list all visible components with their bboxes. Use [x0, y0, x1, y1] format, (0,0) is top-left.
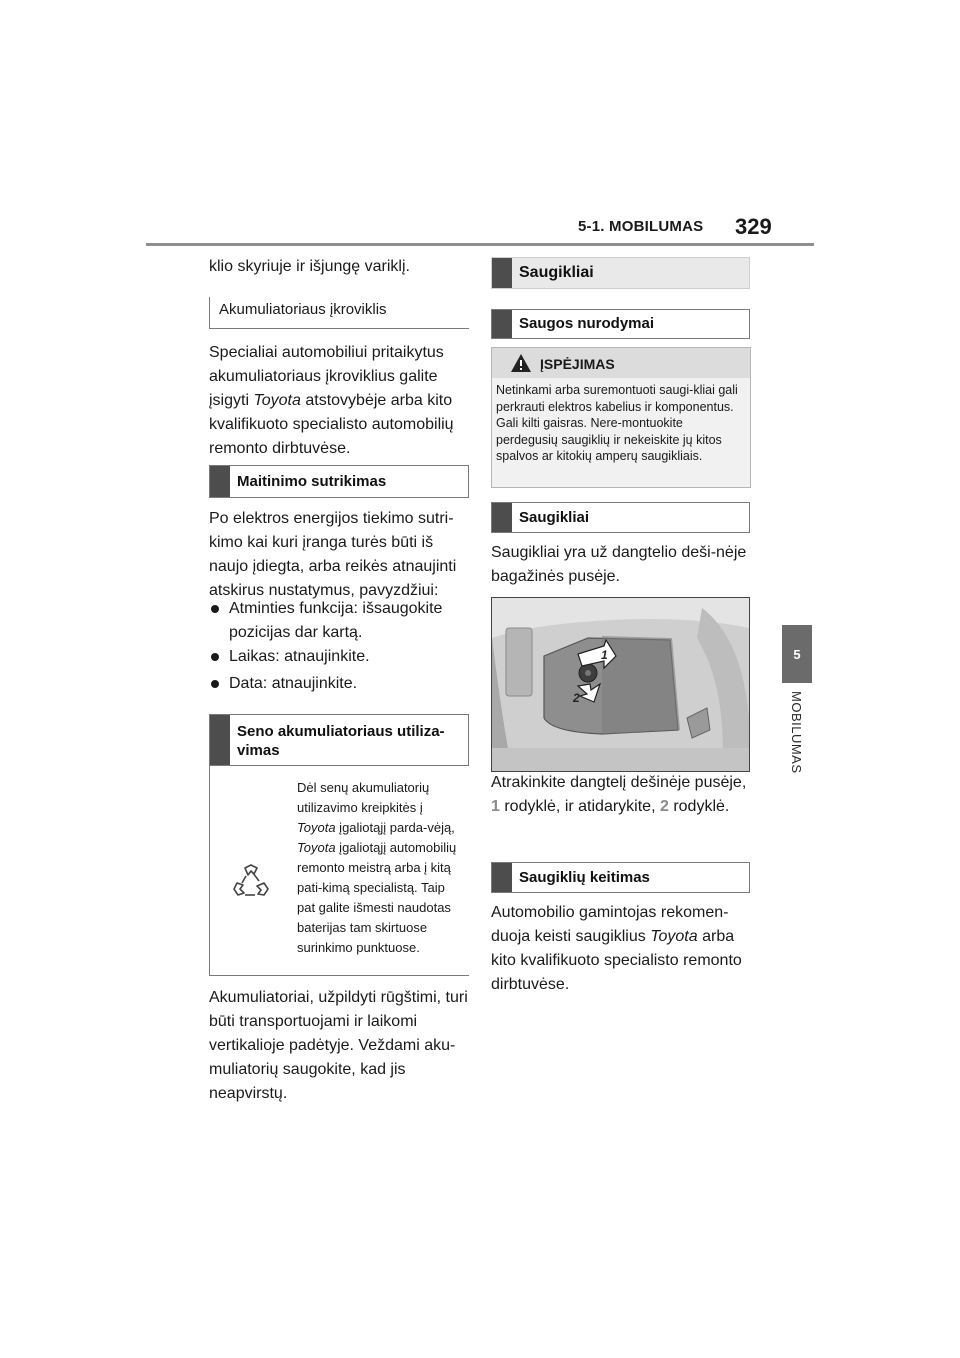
fuses-main-heading-box: [491, 257, 750, 289]
chapter-side-label: [781, 691, 813, 791]
heading-bar: [210, 715, 230, 765]
warning-box: [491, 347, 751, 488]
charger-subtitle-box: [209, 297, 469, 329]
power-failure-heading: Maitinimo sutrikimas: [237, 473, 387, 490]
bullet-dot-icon: [211, 653, 219, 661]
chapter-tab: [782, 625, 812, 683]
power-failure-heading-box: [209, 465, 469, 498]
fuses-location-paragraph: Saugikliai yra už dangtelio deši-nėje bagažinės pusėje.: [491, 544, 747, 585]
safety-heading: Saugos nurodymai: [519, 315, 655, 332]
header-rule: [146, 243, 814, 246]
replace-heading-box: [491, 862, 750, 893]
figure-label-1: 1: [601, 648, 608, 662]
heading-bar: [492, 503, 512, 532]
brand-name: Toyota: [297, 840, 336, 855]
arrow-number-1: 1: [491, 798, 500, 815]
bullet-dot-icon: [211, 605, 219, 613]
acid-battery-paragraph: Akumuliatoriai, užpildyti rūgštimi, turi būti transportuojami ir laikomi vertikalioje padėtyje. Veždami aku-muliatorių saugokite, kad jis neapvirstų.: [209, 989, 468, 1102]
charger-paragraph: Specialiai automobiliui pritaikytus akumuliatoriaus įkroviklius galite įsigyti Toyota atstovybėje arba kito kvalifikuoto specialisto automobilių remonto dirbtuvėse.: [209, 344, 454, 457]
fuse-cover-figure: [491, 597, 750, 772]
warning-triangle-icon: [510, 353, 532, 373]
safety-heading-box: [491, 309, 750, 339]
power-failure-paragraph: Po elektros energijos tiekimo sutri-kimo kai kuri įranga turės būti iš naujo įdiegta, arba reikės atnaujinti atskirus nustatymus, pavyzdžiui:: [209, 510, 457, 599]
heading-bar: [492, 258, 512, 288]
disposal-heading: Seno akumuliatoriaus utiliza-vimas: [237, 723, 445, 759]
bullet-dot-icon: [211, 680, 219, 688]
warning-header: [492, 348, 750, 378]
disposal-heading-box: [209, 714, 469, 766]
disposal-note-box: [209, 765, 469, 976]
warning-title: ĮSPĖJIMAS: [540, 356, 615, 372]
figure-label-2: 2: [573, 691, 580, 705]
fuses-main-heading: Saugikliai: [519, 264, 594, 281]
running-header-section: 5-1. MOBILUMAS: [578, 218, 704, 235]
disposal-note-text: Dėl senų akumuliatorių utilizavimo kreipkitės į Toyota įgaliotąjį parda-vėją, Toyota įgaliotąjį automobilių remonto meistrą arba į kitą pati-kimą specialistą. Taip pat galite išmesti naudotas baterijas tam skirtuose surinkimo punktuose.: [297, 780, 457, 955]
fuses-sub-heading-box: [491, 502, 750, 533]
chapter-label: MOBILUMAS: [789, 691, 804, 774]
heading-bar: [492, 863, 512, 892]
heading-bar: [210, 466, 230, 497]
chapter-number: 5: [793, 646, 801, 662]
fuses-sub-heading: Saugikliai: [519, 509, 590, 526]
heading-bar: [492, 310, 512, 338]
brand-name: Toyota: [297, 820, 336, 835]
recycle-icon: [230, 862, 272, 904]
brand-name: Toyota: [253, 392, 301, 409]
charger-title: Akumuliatoriaus įkroviklis: [219, 301, 387, 318]
brand-name: Toyota: [650, 928, 698, 945]
page-number: 329: [735, 214, 772, 239]
replace-paragraph: Automobilio gamintojas rekomen-duoja keisti saugiklius Toyota arba kito kvalifikuoto specialisto remonto dirbtuvėse.: [491, 904, 742, 993]
intro-tail: klio skyriuje ir išjungę variklį.: [209, 258, 410, 275]
unlock-paragraph: Atrakinkite dangtelį dešinėje pusėje, 1 rodyklė, ir atidarykite, 2 rodyklė.: [491, 774, 747, 815]
replace-heading: Saugiklių keitimas: [519, 869, 650, 886]
fuse-cover-illustration: [492, 598, 749, 771]
arrow-number-2: 2: [659, 798, 669, 815]
warning-text: Netinkami arba suremontuoti saugi-kliai gali perkrauti elektros kabelius ir komponentus. Gali kilti gaisras. Nere-montuokite perdegusių saugiklių ir nekeiskite jų kitos spalvos ar kitokių amperų saugikliais.: [496, 383, 738, 463]
